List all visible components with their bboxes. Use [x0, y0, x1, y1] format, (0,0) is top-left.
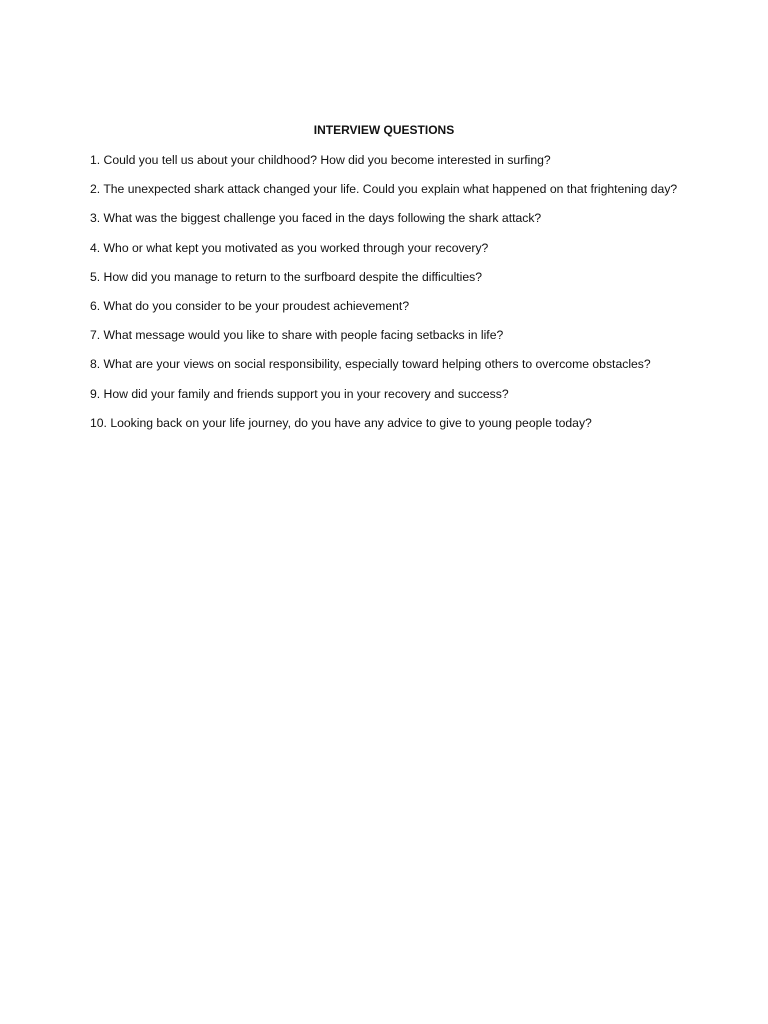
question-item-5: 5. How did you manage to return to the surfboard despite the difficulties? [90, 269, 483, 284]
question-item-2: 2. The unexpected shark attack changed your life. Could you explain what happened on that frightening day? [90, 182, 678, 197]
question-item-10: 10. Looking back on your life journey, do you have any advice to give to young people today? [90, 415, 592, 430]
document-title: INTERVIEW QUESTIONS [313, 123, 455, 137]
question-item-4: 4. Who or what kept you motivated as you worked through your recovery? [90, 240, 489, 255]
question-item-9: 9. How did your family and friends support you in your recovery and success? [90, 386, 509, 401]
question-item-6: 6. What do you consider to be your proudest achievement? [90, 298, 410, 313]
question-item-7: 7. What message would you like to share with people facing setbacks in life? [90, 328, 504, 343]
question-item-1: 1. Could you tell us about your childhood? How did you become interested in surfing? [90, 153, 551, 167]
question-item-8: 8. What are your views on social responsibility, especially toward helping others to overcome obstacles? [90, 357, 651, 372]
question-list [90, 151, 678, 443]
question-item-3: 3. What was the biggest challenge you faced in the days following the shark attack? [90, 211, 542, 226]
